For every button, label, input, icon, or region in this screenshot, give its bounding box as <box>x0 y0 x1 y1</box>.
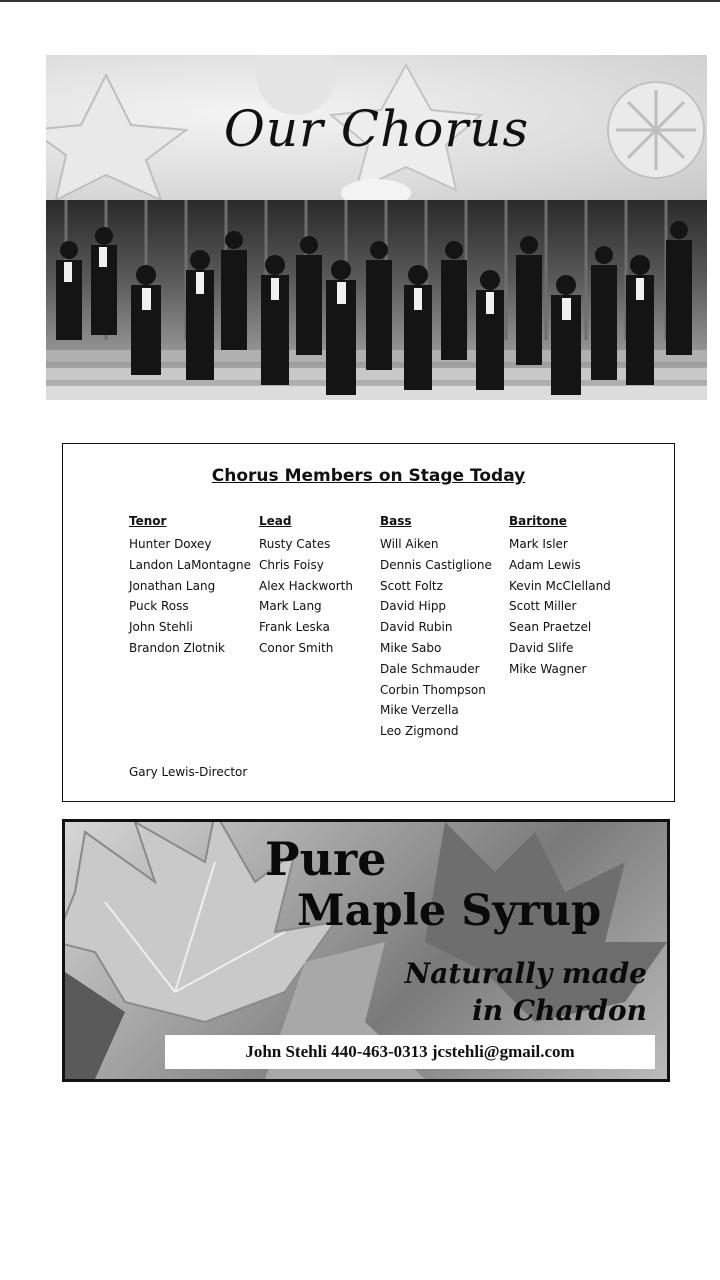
column-header-baritone: Baritone <box>509 514 567 528</box>
member-name: David Rubin <box>380 620 453 635</box>
ad-headline-maple-syrup: Maple Syrup <box>297 886 602 936</box>
member-name: Alex Hackworth <box>259 578 353 593</box>
member-name: Dennis Castiglione <box>380 557 492 572</box>
member-name: Rusty Cates <box>259 537 331 551</box>
lead-column <box>259 514 353 659</box>
member-name: Mike Wagner <box>509 661 587 676</box>
ad-contact-info: John Stehli 440-463-0313 jcstehli@gmail.com <box>165 1035 655 1069</box>
member-name: Dale Schmauder <box>380 661 480 676</box>
member-name: David Hipp <box>380 599 447 614</box>
member-name: Mike Verzella <box>380 703 459 718</box>
members-title: Chorus Members on Stage Today <box>211 466 526 486</box>
member-name: Kevin McClelland <box>509 578 611 593</box>
chorus-members-box <box>62 443 675 802</box>
chorus-performers-image <box>46 200 707 400</box>
member-name: Landon LaMontagne <box>129 557 252 572</box>
column-header-lead: Lead <box>259 514 292 528</box>
director-credit: Gary Lewis-Director <box>129 765 248 779</box>
member-name: Leo Zigmond <box>380 724 459 739</box>
member-name: Will Aiken <box>380 537 439 551</box>
member-name: Chris Foisy <box>259 557 324 572</box>
ad-tagline-location: in Chardon <box>472 994 647 1027</box>
member-name: David Slife <box>509 640 574 655</box>
member-name: Frank Leska <box>259 620 330 635</box>
member-name: John Stehli <box>129 620 193 635</box>
maple-syrup-ad <box>62 819 670 1082</box>
chorus-banner <box>46 55 707 200</box>
member-name: Brandon Zlotnik <box>129 640 225 655</box>
member-name: Sean Praetzel <box>509 620 592 635</box>
member-name: Jonathan Lang <box>129 578 216 593</box>
ad-tagline-naturally-made: Naturally made <box>404 957 647 990</box>
member-name: Corbin Thompson <box>380 682 486 697</box>
member-name: Mark Lang <box>259 599 322 614</box>
baritone-column <box>509 514 611 680</box>
top-rule <box>0 0 720 2</box>
member-name: Mark Isler <box>509 537 568 551</box>
member-name: Hunter Doxey <box>129 537 212 551</box>
member-name: Adam Lewis <box>509 557 581 572</box>
bass-column <box>380 514 492 742</box>
member-name: Puck Ross <box>129 599 189 614</box>
member-name: Mike Sabo <box>380 640 442 655</box>
member-name: Scott Miller <box>509 599 577 614</box>
member-name: Conor Smith <box>259 640 334 655</box>
banner-title: Our Chorus <box>223 100 530 158</box>
tenor-column <box>129 514 251 659</box>
column-header-tenor: Tenor <box>129 514 167 528</box>
chorus-photo <box>46 200 707 400</box>
member-name: Scott Foltz <box>380 578 443 593</box>
ad-headline-pure: Pure <box>265 832 387 886</box>
column-header-bass: Bass <box>380 514 412 528</box>
